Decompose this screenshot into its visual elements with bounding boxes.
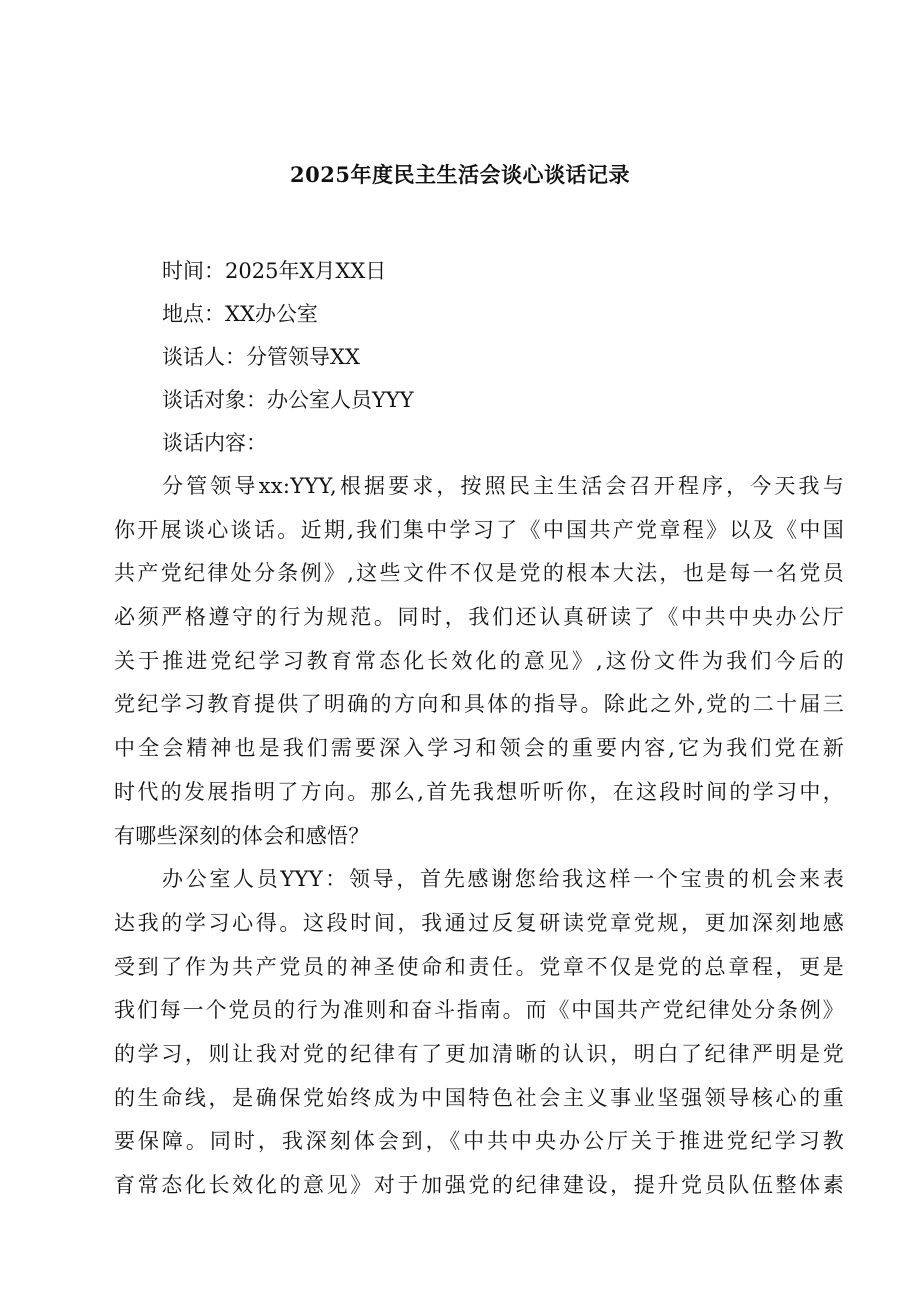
text-line: 你开展谈心谈话。近期,我们集中学习了《中国共产党章程》以及《中国 [114, 517, 844, 542]
document-title: 2025年度民主生活会谈心谈话记录 [290, 162, 630, 187]
text-line: 育常态化长效化的意见》对于加强党的纪律建设，提升党员队伍整体素 [114, 1173, 844, 1197]
text-line: 受到了作为共产党员的神圣使命和责任。党章不仅是党的总章程，更是 [114, 954, 844, 979]
text-line: 办公室人员YYY：领导，首先感谢您给我这样一个宝贵的机会来表 [162, 867, 844, 892]
conversation-body [114, 465, 844, 1208]
text-line: 中全会精神也是我们需要深入学习和领会的重要内容,它为我们党在新 [114, 736, 844, 761]
text-line: 共产党纪律处分条例》,这些文件不仅是党的根本大法，也是每一名党员 [114, 561, 844, 586]
content-heading: 谈话内容： [162, 431, 267, 455]
meeting-time: 时间：2025年X月XX日 [162, 259, 387, 283]
paragraph-leader [114, 465, 844, 858]
text-line: 要保障。同时，我深刻体会到，《中共中央办公厅关于推进党纪学习教 [114, 1129, 844, 1154]
text-line: 有哪些深刻的体会和感悟？ [114, 823, 370, 848]
text-line: 我们每一个党员的行为准则和奋斗指南。而《中国共产党纪律处分条例》 [114, 998, 844, 1023]
text-line: 时代的发展指明了方向。那么,首先我想听听你，在这段时间的学习中， [114, 779, 844, 804]
text-line: 达我的学习心得。这段时间，我通过反复研读党章党规，更加深刻地感 [114, 910, 844, 935]
text-line: 必须严格遵守的行为规范。同时，我们还认真研读了《中共中央办公厅 [114, 605, 844, 630]
interviewee: 谈话对象：办公室人员YYY [162, 388, 414, 412]
paragraph-staff [114, 858, 844, 1208]
meeting-location: 地点：XX办公室 [162, 302, 318, 326]
speaker: 谈话人：分管领导XX [162, 345, 360, 369]
meeting-info [162, 250, 862, 465]
text-line: 党纪学习教育提供了明确的方向和具体的指导。除此之外,党的二十届三 [114, 692, 844, 717]
text-line: 分管领导xx:YYY,根据要求，按照民主生活会召开程序，今天我与 [162, 474, 844, 498]
text-line: 的生命线，是确保党始终成为中国特色社会主义事业坚强领导核心的重 [114, 1085, 844, 1110]
text-line: 关于推进党纪学习教育常态化长效化的意见》,这份文件为我们今后的 [114, 648, 844, 673]
text-line: 的学习，则让我对党的纪律有了更加清晰的认识，明白了纪律严明是党 [114, 1041, 844, 1066]
